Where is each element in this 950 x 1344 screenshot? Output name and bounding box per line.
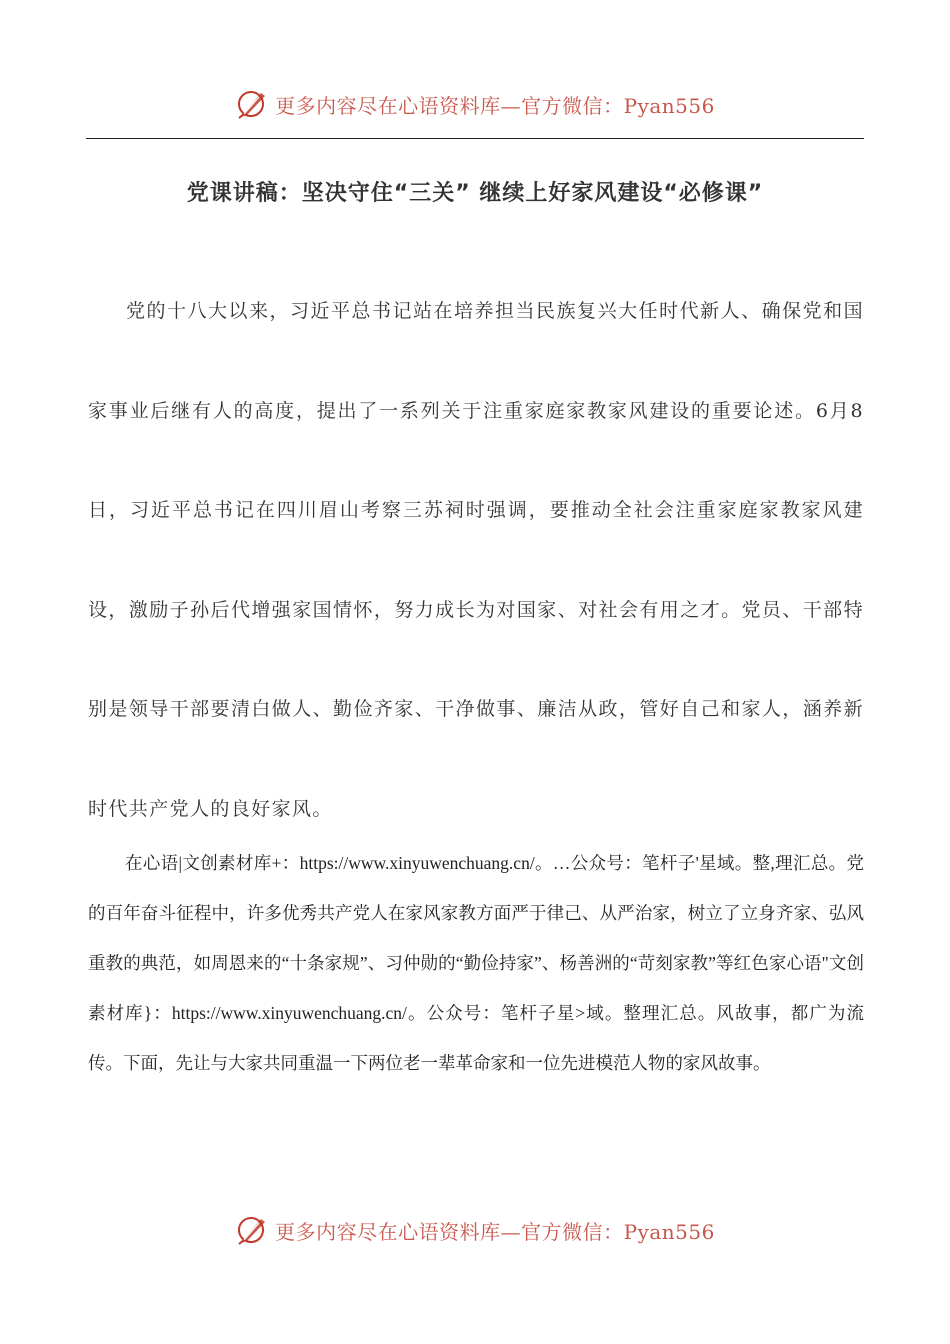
body-paragraph-2: 在心语|文创素材库+：https://www.xinyuwenchuang.cn/。…公众号：笔杆子'星域。整,理汇总。党的百年奋斗征程中，许多优秀共产党人在家风家教方面严于律己、从严治家，树立了立身齐家、弘风重教的典范，如周恩来的“十条家规”、习仲勋的“勤俭持家”、杨善洲的“苛刻家教”等红色家心语"文创素材库}：https://www.xinyuwenchuang.cn/。公众号：笔杆子星>域。整理汇总。风故事，都广为流传。下面，先让与大家共同重温一下两位老一辈革命家和一位先进模范人物的家风故事。	[88, 853, 864, 1073]
body-paragraph-1: 党的十八大以来，习近平总书记站在培养担当民族复兴大任时代新人、确保党和国家事业后继有人的高度，提出了一系列关于注重家庭家教家风建设的重要论述。6月8日，习近平总书记在四川眉山考察三苏祠时强调，要推动全社会注重家庭家教家风建设，激励子孙后代增强家国情怀，努力成长为对国家、对社会有用之才。党员、干部特别是领导干部要清白做人、勤俭齐家、干净做事、廉洁从政，管好自己和家人，涵养新时代共产党人的良好家风。	[88, 300, 864, 820]
header-banner-text: 更多内容尽在心语资料库—官方微信：Pyan556	[275, 93, 715, 118]
document-title: 党课讲稿：坚决守住“三关” 继续上好家风建设“必修课”	[186, 181, 764, 206]
feather-pen-icon	[235, 1213, 269, 1247]
header-banner	[0, 84, 950, 124]
feather-pen-icon	[235, 87, 269, 121]
header-divider	[86, 138, 864, 139]
footer-banner-text: 更多内容尽在心语资料库—官方微信：Pyan556	[275, 1219, 715, 1244]
footer-banner	[0, 1210, 950, 1250]
